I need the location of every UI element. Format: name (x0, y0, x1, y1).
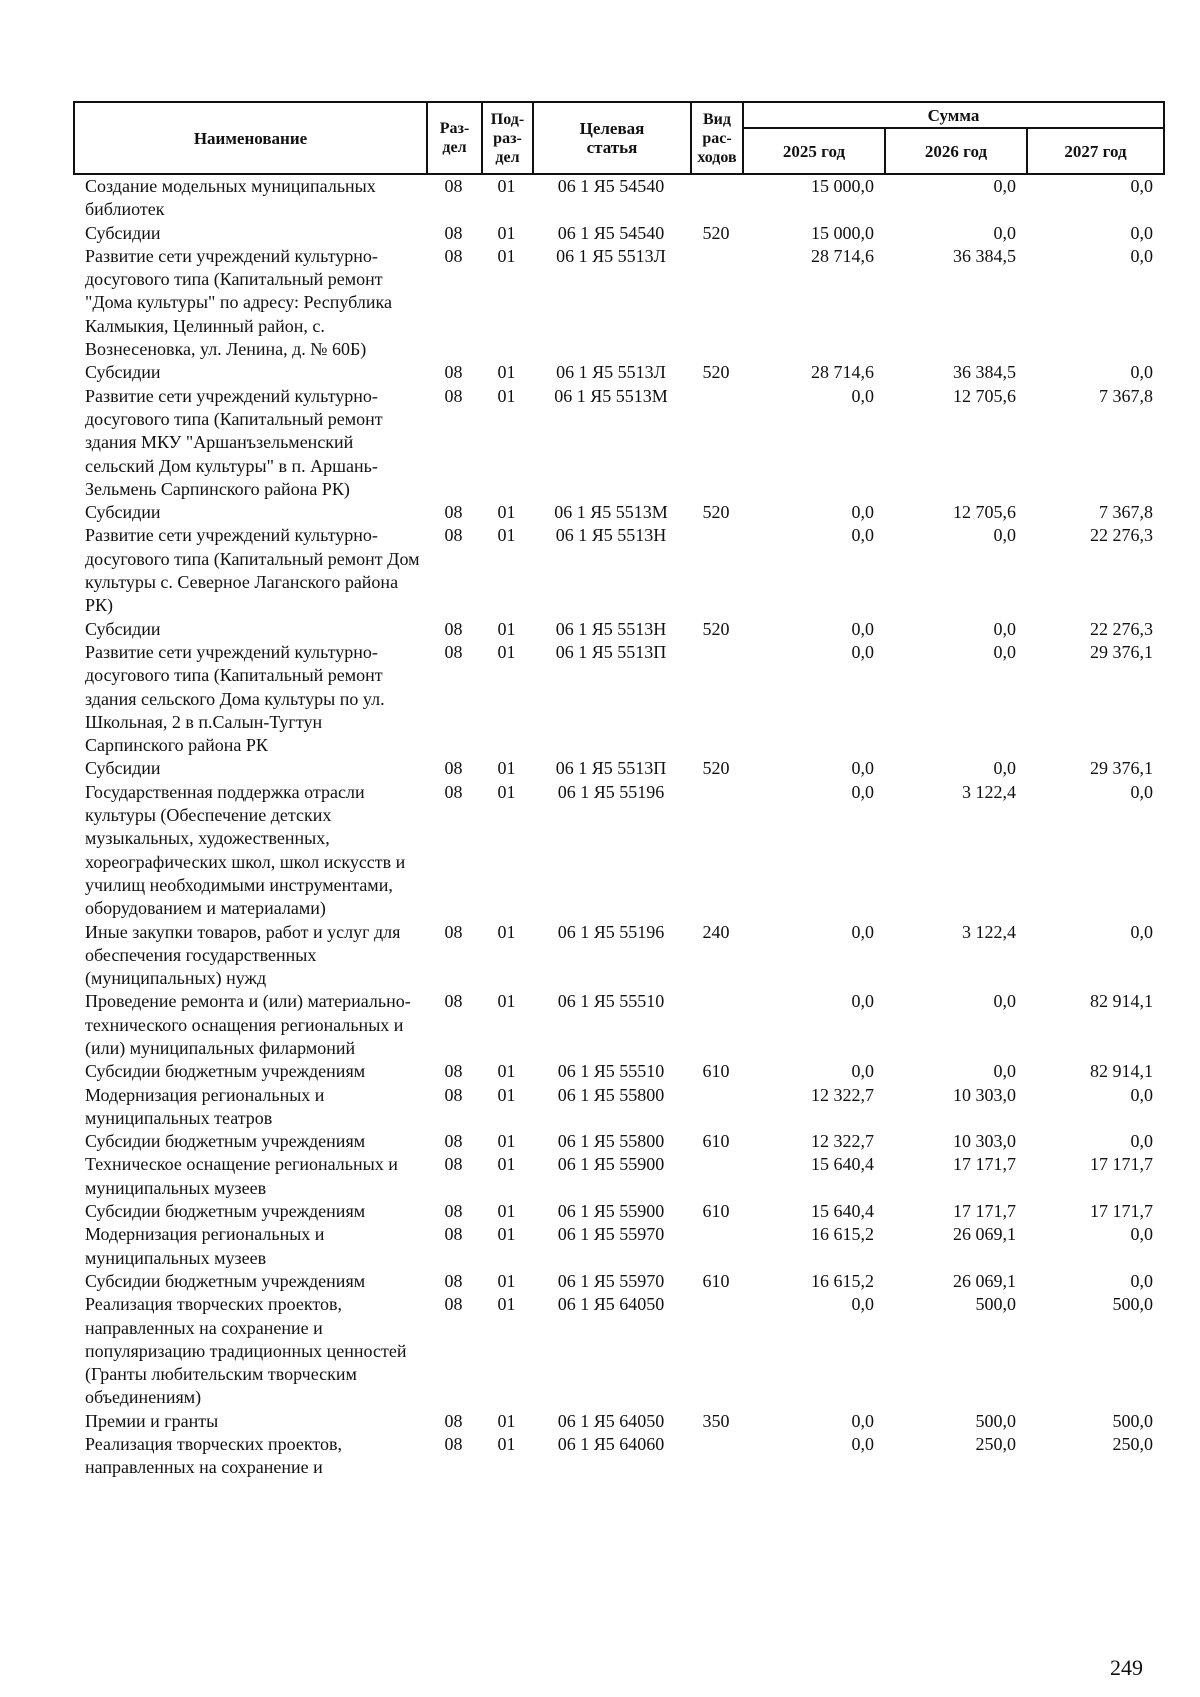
cell-2027: 7 367,8 (1099, 502, 1153, 523)
cell-celevaya-statya: 06 1 Я5 55900 (557, 1201, 665, 1222)
cell-razdel: 08 (444, 1061, 463, 1082)
table-row (73, 1153, 1163, 1200)
cell-name: Субсидии (85, 222, 161, 243)
cell-2027: 500,0 (1112, 1294, 1153, 1315)
cell-razdel: 08 (444, 385, 463, 406)
cell-2025: 28 714,6 (811, 245, 874, 266)
cell-2026: 17 171,7 (953, 1201, 1016, 1222)
budget-table (73, 175, 1163, 1480)
cell-2026: 12 705,6 (953, 385, 1016, 406)
cell-2025: 0,0 (851, 502, 874, 523)
cell-celevaya-statya: 06 1 Я5 55970 (557, 1224, 665, 1245)
cell-vid-rashodov: 610 (702, 1270, 730, 1291)
header-year-2027: 2027 год (1027, 128, 1164, 174)
table-row (73, 1200, 1163, 1223)
cell-razdel: 08 (444, 502, 463, 523)
cell-2025: 0,0 (851, 1434, 874, 1455)
cell-razdel: 08 (444, 618, 463, 639)
table-row (73, 524, 1163, 617)
cell-2027: 29 376,1 (1090, 641, 1153, 662)
cell-2027: 0,0 (1130, 781, 1153, 802)
header-celevaya-statya: Целевая статья (533, 102, 691, 174)
cell-vid-rashodov (690, 1153, 742, 1200)
cell-razdel: 08 (444, 245, 463, 266)
cell-podrazdel: 01 (497, 525, 516, 546)
cell-podrazdel: 01 (497, 1434, 516, 1455)
table-row (73, 385, 1163, 501)
cell-name: Развитие сети учреждений культурно-досугового типа (Капитальный ремонт здания МКУ "Аршанъзельменский сельский Дом культуры" в п. Аршань-Зельмень Сарпинского района РК) (85, 385, 383, 499)
cell-2027: 500,0 (1112, 1410, 1153, 1431)
cell-2027: 22 276,3 (1090, 618, 1153, 639)
cell-razdel: 08 (444, 1270, 463, 1291)
header-summa: Сумма (743, 102, 1164, 128)
cell-vid-rashodov: 610 (702, 1201, 730, 1222)
cell-2027: 0,0 (1130, 1131, 1153, 1152)
cell-2027: 17 171,7 (1090, 1201, 1153, 1222)
cell-name: Реализация творческих проектов, направленных на сохранение и популяризацию традиционных ценностей (Гранты любительским творческим объединениям) (85, 1294, 407, 1408)
cell-name: Иные закупки товаров, работ и услуг для обеспечения государственных (муниципальных) нужд (85, 921, 401, 989)
cell-celevaya-statya: 06 1 Я5 5513М (554, 502, 668, 523)
cell-2025: 0,0 (851, 525, 874, 546)
cell-celevaya-statya: 06 1 Я5 5513Н (555, 618, 667, 639)
cell-2026: 26 069,1 (953, 1270, 1016, 1291)
cell-name: Субсидии (85, 502, 161, 523)
cell-2027: 0,0 (1130, 245, 1153, 266)
cell-2025: 28 714,6 (811, 362, 874, 383)
table-row (73, 757, 1163, 780)
cell-name: Развитие сети учреждений культурно-досугового типа (Капитальный ремонт здания сельского Дома культуры по ул. Школьная, 2 в п.Салын-Тугтун Сарпинского района РК (85, 641, 385, 756)
cell-vid-rashodov (690, 1084, 742, 1131)
cell-name: Техническое оснащение региональных и муниципальных музеев (85, 1154, 398, 1198)
cell-2025: 0,0 (851, 641, 874, 662)
cell-name: Субсидии (85, 362, 161, 383)
table-row (73, 618, 1163, 641)
cell-name: Модернизация региональных и муниципальных музеев (85, 1224, 325, 1268)
cell-2026: 10 303,0 (953, 1084, 1016, 1105)
cell-razdel: 08 (444, 525, 463, 546)
cell-name: Субсидии бюджетным учреждениям (85, 1270, 366, 1291)
cell-podrazdel: 01 (497, 618, 516, 639)
cell-2025: 0,0 (851, 618, 874, 639)
table-row (73, 361, 1163, 384)
cell-vid-rashodov: 520 (702, 222, 730, 243)
cell-razdel: 08 (444, 362, 463, 383)
cell-name: Проведение ремонта и (или) материально-технического оснащения региональных и (или) муниципальных филармоний (85, 991, 411, 1058)
header-year-2025: 2025 год (743, 128, 885, 174)
cell-celevaya-statya: 06 1 Я5 5513П (555, 641, 667, 662)
cell-celevaya-statya: 06 1 Я5 64050 (557, 1294, 665, 1315)
cell-podrazdel: 01 (497, 385, 516, 406)
cell-celevaya-statya: 06 1 Я5 54540 (557, 176, 665, 196)
header-razdel: Раз- дел (427, 102, 482, 174)
cell-2027: 7 367,8 (1099, 385, 1153, 406)
cell-name: Субсидии (85, 758, 161, 779)
cell-vid-rashodov (690, 175, 742, 222)
cell-2026: 17 171,7 (953, 1154, 1016, 1175)
cell-2025: 16 615,2 (811, 1224, 874, 1245)
cell-2025: 15 000,0 (811, 176, 874, 196)
table-row (73, 990, 1163, 1060)
cell-vid-rashodov (690, 524, 742, 617)
cell-vid-rashodov: 240 (702, 921, 730, 942)
cell-2025: 15 000,0 (811, 222, 874, 243)
cell-podrazdel: 01 (497, 1201, 516, 1222)
cell-razdel: 08 (444, 641, 463, 662)
cell-name: Развитие сети учреждений культурно-досугового типа (Капитальный ремонт Дом культуры с. Северное Лаганского района РК) (85, 525, 420, 616)
cell-podrazdel: 01 (497, 245, 516, 266)
cell-2025: 0,0 (851, 1061, 874, 1082)
page-number: 249 (1110, 1655, 1143, 1680)
cell-podrazdel: 01 (497, 362, 516, 383)
cell-vid-rashodov (690, 990, 742, 1060)
cell-podrazdel: 01 (497, 1131, 516, 1152)
cell-podrazdel: 01 (497, 758, 516, 779)
header-year-2026: 2026 год (885, 128, 1027, 174)
cell-razdel: 08 (444, 1224, 463, 1245)
cell-2025: 0,0 (851, 991, 874, 1012)
cell-celevaya-statya: 06 1 Я5 55510 (557, 1061, 665, 1082)
cell-razdel: 08 (444, 1434, 463, 1455)
cell-podrazdel: 01 (497, 921, 516, 942)
cell-vid-rashodov (690, 781, 742, 921)
budget-table-body (73, 175, 1163, 1480)
cell-celevaya-statya: 06 1 Я5 55970 (557, 1270, 665, 1291)
cell-celevaya-statya: 06 1 Я5 55800 (557, 1084, 665, 1105)
cell-podrazdel: 01 (497, 502, 516, 523)
table-row (73, 245, 1163, 361)
header-podrazdel: Под- раз- дел (482, 102, 533, 174)
cell-2025: 15 640,4 (811, 1201, 874, 1222)
cell-razdel: 08 (444, 1410, 463, 1431)
cell-razdel: 08 (444, 222, 463, 243)
table-row (73, 1410, 1163, 1433)
cell-2026: 36 384,5 (953, 362, 1016, 383)
cell-celevaya-statya: 06 1 Я5 64050 (557, 1410, 665, 1431)
cell-name: Реализация творческих проектов, направленных на сохранение и (85, 1434, 343, 1478)
cell-2027: 0,0 (1130, 1224, 1153, 1245)
cell-razdel: 08 (444, 176, 463, 196)
cell-2025: 12 322,7 (811, 1131, 874, 1152)
cell-2026: 500,0 (975, 1294, 1016, 1315)
cell-razdel: 08 (444, 1294, 463, 1315)
cell-2027: 250,0 (1112, 1434, 1153, 1455)
cell-podrazdel: 01 (497, 991, 516, 1012)
cell-2027: 17 171,7 (1090, 1154, 1153, 1175)
cell-2026: 250,0 (975, 1434, 1016, 1455)
cell-podrazdel: 01 (497, 222, 516, 243)
cell-podrazdel: 01 (497, 1270, 516, 1291)
cell-vid-rashodov (690, 641, 742, 757)
cell-vid-rashodov: 610 (702, 1061, 730, 1082)
cell-2026: 0,0 (993, 991, 1016, 1012)
cell-2026: 26 069,1 (953, 1224, 1016, 1245)
cell-2027: 0,0 (1130, 1270, 1153, 1291)
cell-celevaya-statya: 06 1 Я5 5513Л (556, 362, 666, 383)
cell-razdel: 08 (444, 758, 463, 779)
cell-2026: 3 122,4 (962, 921, 1016, 942)
cell-celevaya-statya: 06 1 Я5 55196 (557, 781, 665, 802)
cell-podrazdel: 01 (497, 1084, 516, 1105)
cell-2026: 0,0 (993, 525, 1016, 546)
cell-name: Субсидии бюджетным учреждениям (85, 1061, 366, 1082)
cell-2025: 15 640,4 (811, 1154, 874, 1175)
cell-2027: 82 914,1 (1090, 991, 1153, 1012)
cell-2025: 0,0 (851, 781, 874, 802)
table-row (73, 1060, 1163, 1083)
cell-2027: 0,0 (1130, 222, 1153, 243)
cell-2025: 12 322,7 (811, 1084, 874, 1105)
cell-podrazdel: 01 (497, 1224, 516, 1245)
cell-2026: 0,0 (993, 1061, 1016, 1082)
cell-podrazdel: 01 (497, 176, 516, 196)
cell-2025: 0,0 (851, 921, 874, 942)
cell-celevaya-statya: 06 1 Я5 5513Л (556, 245, 666, 266)
cell-2026: 12 705,6 (953, 502, 1016, 523)
cell-2027: 29 376,1 (1090, 758, 1153, 779)
cell-2026: 0,0 (993, 758, 1016, 779)
cell-name: Государственная поддержка отрасли культуры (Обеспечение детских музыкальных, художественных, хореографических школ, школ искусств и училищ необходимыми инструментами, оборудованием и материалами) (85, 781, 406, 919)
cell-2027: 0,0 (1130, 176, 1153, 196)
cell-razdel: 08 (444, 1201, 463, 1222)
table-row (73, 1084, 1163, 1131)
cell-name: Модернизация региональных и муниципальных театров (85, 1084, 325, 1128)
cell-podrazdel: 01 (497, 1410, 516, 1431)
table-row (73, 921, 1163, 991)
cell-name: Создание модельных муниципальных библиотек (85, 176, 376, 220)
cell-2026: 0,0 (993, 176, 1016, 196)
table-row (73, 781, 1163, 921)
cell-2027: 22 276,3 (1090, 525, 1153, 546)
cell-celevaya-statya: 06 1 Я5 5513Н (555, 525, 667, 546)
cell-2026: 36 384,5 (953, 245, 1016, 266)
cell-vid-rashodov: 610 (702, 1131, 730, 1152)
header-name: Наименование (74, 102, 427, 174)
cell-2026: 0,0 (993, 641, 1016, 662)
table-row (73, 222, 1163, 245)
cell-vid-rashodov: 520 (702, 502, 730, 523)
cell-vid-rashodov: 350 (702, 1410, 730, 1431)
cell-vid-rashodov (690, 245, 742, 361)
cell-vid-rashodov (690, 1223, 742, 1270)
cell-celevaya-statya: 06 1 Я5 5513М (554, 385, 668, 406)
cell-podrazdel: 01 (497, 1294, 516, 1315)
cell-razdel: 08 (444, 921, 463, 942)
cell-name: Развитие сети учреждений культурно-досугового типа (Капитальный ремонт "Дома культуры" по адресу: Республика Калмыкия, Целинный район, с. Вознесеновка, ул. Ленина, д. № 60Б) (85, 245, 392, 360)
cell-razdel: 08 (444, 781, 463, 802)
cell-2026: 3 122,4 (962, 781, 1016, 802)
cell-razdel: 08 (444, 1084, 463, 1105)
table-row (73, 501, 1163, 524)
cell-razdel: 08 (444, 1154, 463, 1175)
cell-celevaya-statya: 06 1 Я5 5513П (555, 758, 667, 779)
cell-2027: 0,0 (1130, 362, 1153, 383)
cell-vid-rashodov: 520 (702, 758, 730, 779)
cell-2025: 16 615,2 (811, 1270, 874, 1291)
cell-2025: 0,0 (851, 1410, 874, 1431)
table-row (73, 1270, 1163, 1293)
cell-celevaya-statya: 06 1 Я5 55196 (557, 921, 665, 942)
cell-2026: 0,0 (993, 222, 1016, 243)
cell-name: Субсидии бюджетным учреждениям (85, 1201, 366, 1222)
cell-2027: 0,0 (1130, 1084, 1153, 1105)
cell-celevaya-statya: 06 1 Я5 55900 (557, 1154, 665, 1175)
table-row (73, 641, 1163, 757)
table-row (73, 1130, 1163, 1153)
table-row (73, 1293, 1163, 1409)
table-row (73, 1223, 1163, 1270)
table-header (73, 101, 1165, 175)
cell-2027: 82 914,1 (1090, 1061, 1153, 1082)
cell-celevaya-statya: 06 1 Я5 55800 (557, 1131, 665, 1152)
cell-vid-rashodov: 520 (702, 362, 730, 383)
cell-2026: 10 303,0 (953, 1131, 1016, 1152)
cell-2025: 0,0 (851, 1294, 874, 1315)
cell-2027: 0,0 (1130, 921, 1153, 942)
cell-2026: 500,0 (975, 1410, 1016, 1431)
cell-razdel: 08 (444, 1131, 463, 1152)
table-row (73, 175, 1163, 222)
cell-razdel: 08 (444, 991, 463, 1012)
cell-podrazdel: 01 (497, 1154, 516, 1175)
cell-2025: 0,0 (851, 758, 874, 779)
cell-podrazdel: 01 (497, 641, 516, 662)
cell-name: Субсидии (85, 618, 161, 639)
cell-podrazdel: 01 (497, 1061, 516, 1082)
cell-2025: 0,0 (851, 385, 874, 406)
cell-vid-rashodov (690, 1433, 742, 1480)
cell-vid-rashodov (690, 1293, 742, 1409)
cell-podrazdel: 01 (497, 781, 516, 802)
header-vid-rashodov: Вид рас- ходов (691, 102, 743, 174)
cell-name: Субсидии бюджетным учреждениям (85, 1131, 366, 1152)
cell-vid-rashodov: 520 (702, 618, 730, 639)
cell-2026: 0,0 (993, 618, 1016, 639)
cell-celevaya-statya: 06 1 Я5 55510 (557, 991, 665, 1012)
cell-celevaya-statya: 06 1 Я5 54540 (557, 222, 665, 243)
cell-name: Премии и гранты (85, 1410, 219, 1431)
table-row (73, 1433, 1163, 1480)
cell-vid-rashodov (690, 385, 742, 501)
cell-celevaya-statya: 06 1 Я5 64060 (557, 1434, 665, 1455)
